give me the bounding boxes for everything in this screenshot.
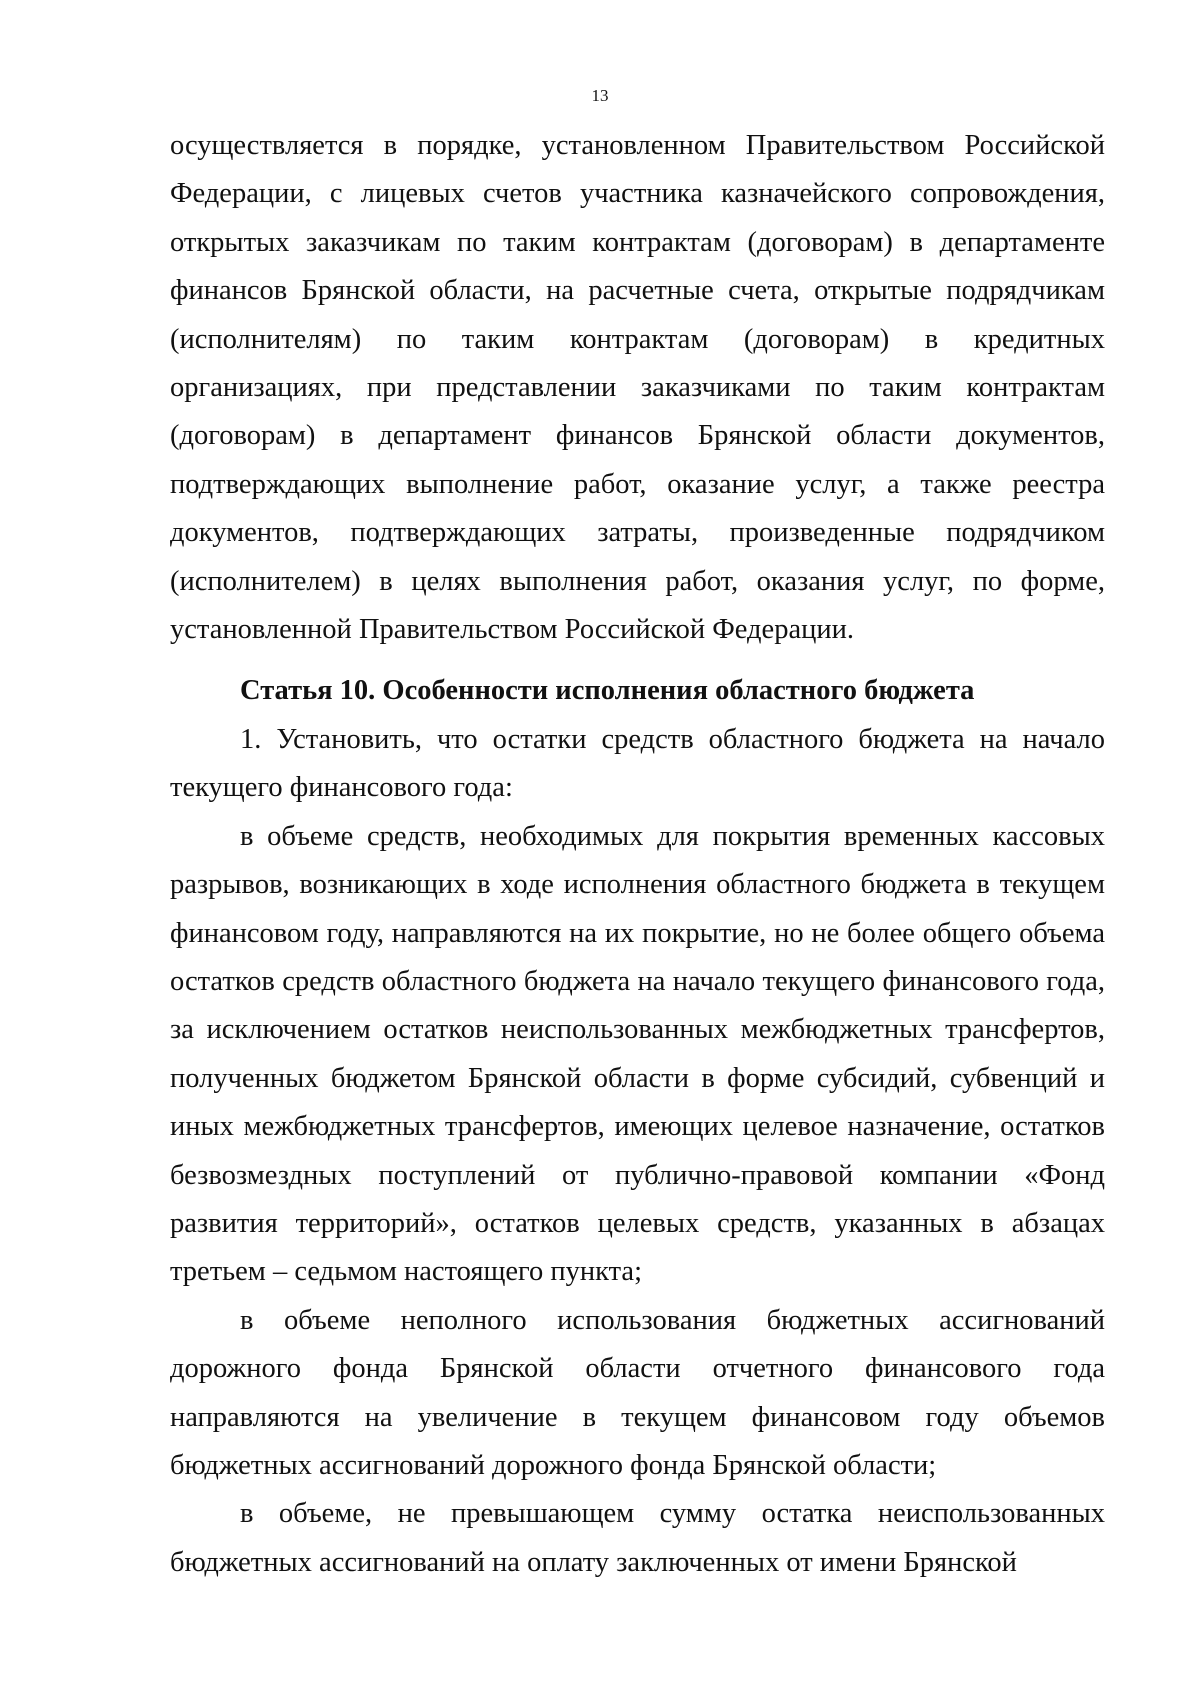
paragraph-cash-gaps: в объеме средств, необходимых для покрытия временных кассовых разрывов, возникающих в ходе исполнения областного бюджета в текущем финансовом году, направляются на их покрытие, но не более общего объема остатков средств областного бюджета на начало текущего финансового года, за исключением остатков неиспользованных межбюджетных трансфертов, полученных бюджетом Брянской области в форме субсидий, субвенций и иных межбюджетных трансфертов, имеющих целевое назначение, остатков безвозмездных поступлений от публично-правовой компании «Фонд развития территорий», остатков целевых средств, указанных в абзацах третьем – седьмом настоящего пункта;: [170, 820, 1105, 1288]
paragraph-unused-allocations: в объеме, не превышающем сумму остатка неиспользованных бюджетных ассигнований на оплату заключенных от имени Брянской: [170, 1498, 1105, 1578]
article-heading: Статья 10. Особенности исполнения областного бюджета: [240, 675, 975, 707]
paragraph-road-fund: в объеме неполного использования бюджетных ассигнований дорожного фонда Брянской области отчетного финансового года направляются на увеличение в текущем финансовом году объемов бюджетных ассигнований дорожного фонда Брянской области;: [170, 1304, 1105, 1481]
document-body: [170, 122, 1105, 1587]
page-number: 13: [591, 86, 609, 105]
paragraph-item-1: 1. Установить, что остатки средств областного бюджета на начало текущего финансового года:: [170, 723, 1105, 804]
paragraph-continuation: осуществляется в порядке, установленном Правительством Российской Федерации, с лицевых счетов участника казначейского сопровождения, открытых заказчикам по таким контрактам (договорам) в департаменте финансов Брянской области, на расчетные счета, открытые подрядчикам (исполнителям) по таким контрактам (договорам) в кредитных организациях, при представлении заказчиками по таким контрактам (договорам) в департамент финансов Брянской области документов, подтверждающих выполнение работ, оказание услуг, а также реестра документов, подтверждающих затраты, произведенные подрядчиком (исполнителем) в целях выполнения работ, оказания услуг, по форме, установленной Правительством Российской Федерации.: [170, 130, 1105, 646]
